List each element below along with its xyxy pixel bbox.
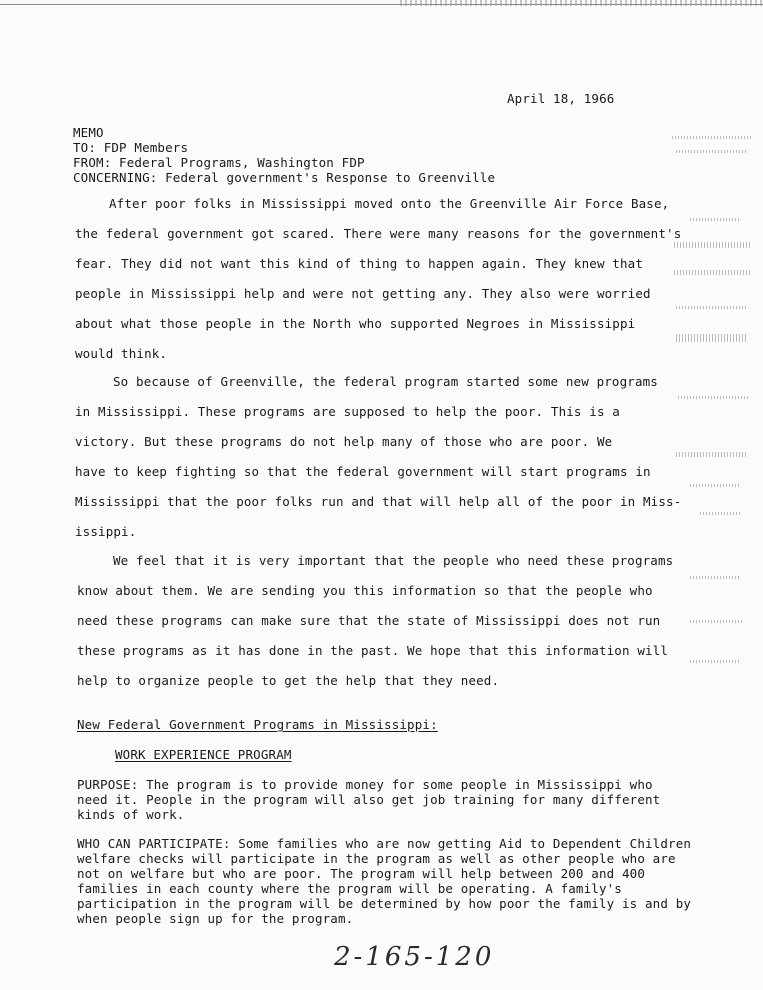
memo-from: FROM: Federal Programs, Washington FDP [73,155,365,170]
paragraph-3-line: need these programs can make sure that the state of Mississippi does not run [77,613,661,628]
purpose-line: kinds of work. [77,807,185,822]
margin-artifact [678,396,748,399]
participation-line: families in each county where the program will be operating. A family's [77,881,622,896]
margin-artifact [676,150,746,153]
margin-artifact [674,242,752,248]
handwritten-archive-number: 2-165-120 [334,942,495,972]
paragraph-2-line: Mississippi that the poor folks run and that will help all of the poor in Miss- [75,494,682,509]
paragraph-1-line: would think. [75,346,168,361]
paragraph-2-line: have to keep fighting so that the federal government will start programs in [75,464,651,479]
paragraph-2-line: So because of Greenville, the federal program started some new programs [113,374,658,389]
margin-artifact [690,484,740,487]
purpose-line: PURPOSE: The program is to provide money for some people in Mississippi who [77,777,653,792]
memo-to: TO: FDP Members [73,140,189,155]
paragraph-1-line: about what those people in the North who supported Negroes in Mississippi [75,316,636,331]
paragraph-1-line: people in Mississippi help and were not getting any. They also were worried [75,286,651,301]
margin-artifact [676,334,746,342]
paragraph-1-line: After poor folks in Mississippi moved onto the Greenville Air Force Base, [109,196,670,211]
paragraph-3-line: help to organize people to get the help that they need. [77,673,500,688]
margin-artifact [690,620,744,623]
participation-line: not on welfare but who are poor. The program will help between 200 and 400 [77,866,645,881]
margin-artifact [676,306,748,309]
participation-line: when people sign up for the program. [77,911,354,926]
paragraph-3-line: these programs as it has done in the past. We hope that this information will [77,643,669,658]
margin-artifact [690,576,740,579]
purpose-line: need it. People in the program will also get job training for many different [77,792,661,807]
memo-label: MEMO [73,125,104,140]
top-scan-artifact [400,0,763,6]
paragraph-1-line: the federal government got scared. There were many reasons for the government's [75,226,682,241]
paragraph-2-line: in Mississippi. These programs are supposed to help the poor. This is a [75,404,620,419]
section-heading: New Federal Government Programs in Mississippi: [77,717,438,732]
margin-artifact [672,136,752,139]
margin-artifact [700,512,740,515]
participation-line: participation in the program will be determined by how poor the family is and by [77,896,692,911]
program-subheading: WORK EXPERIENCE PROGRAM [115,747,292,762]
paragraph-3-line: know about them. We are sending you this information so that the people who [77,583,653,598]
margin-artifact [674,270,750,275]
margin-artifact [690,660,740,663]
participation-line: WHO CAN PARTICIPATE: Some families who are now getting Aid to Dependent Children [77,836,692,851]
margin-artifact [690,218,740,221]
paragraph-2-line: victory. But these programs do not help many of those who are poor. We [75,434,613,449]
paragraph-3-line: We feel that it is very important that the people who need these programs [113,553,674,568]
margin-artifact [676,452,748,457]
memo-concerning: CONCERNING: Federal government's Response to Greenville [73,170,496,185]
participation-line: welfare checks will participate in the program as well as other people who are [77,851,676,866]
paragraph-1-line: fear. They did not want this kind of thing to happen again. They knew that [75,256,643,271]
paragraph-2-line: issippi. [75,524,137,539]
memo-date: April 18, 1966 [507,91,615,106]
